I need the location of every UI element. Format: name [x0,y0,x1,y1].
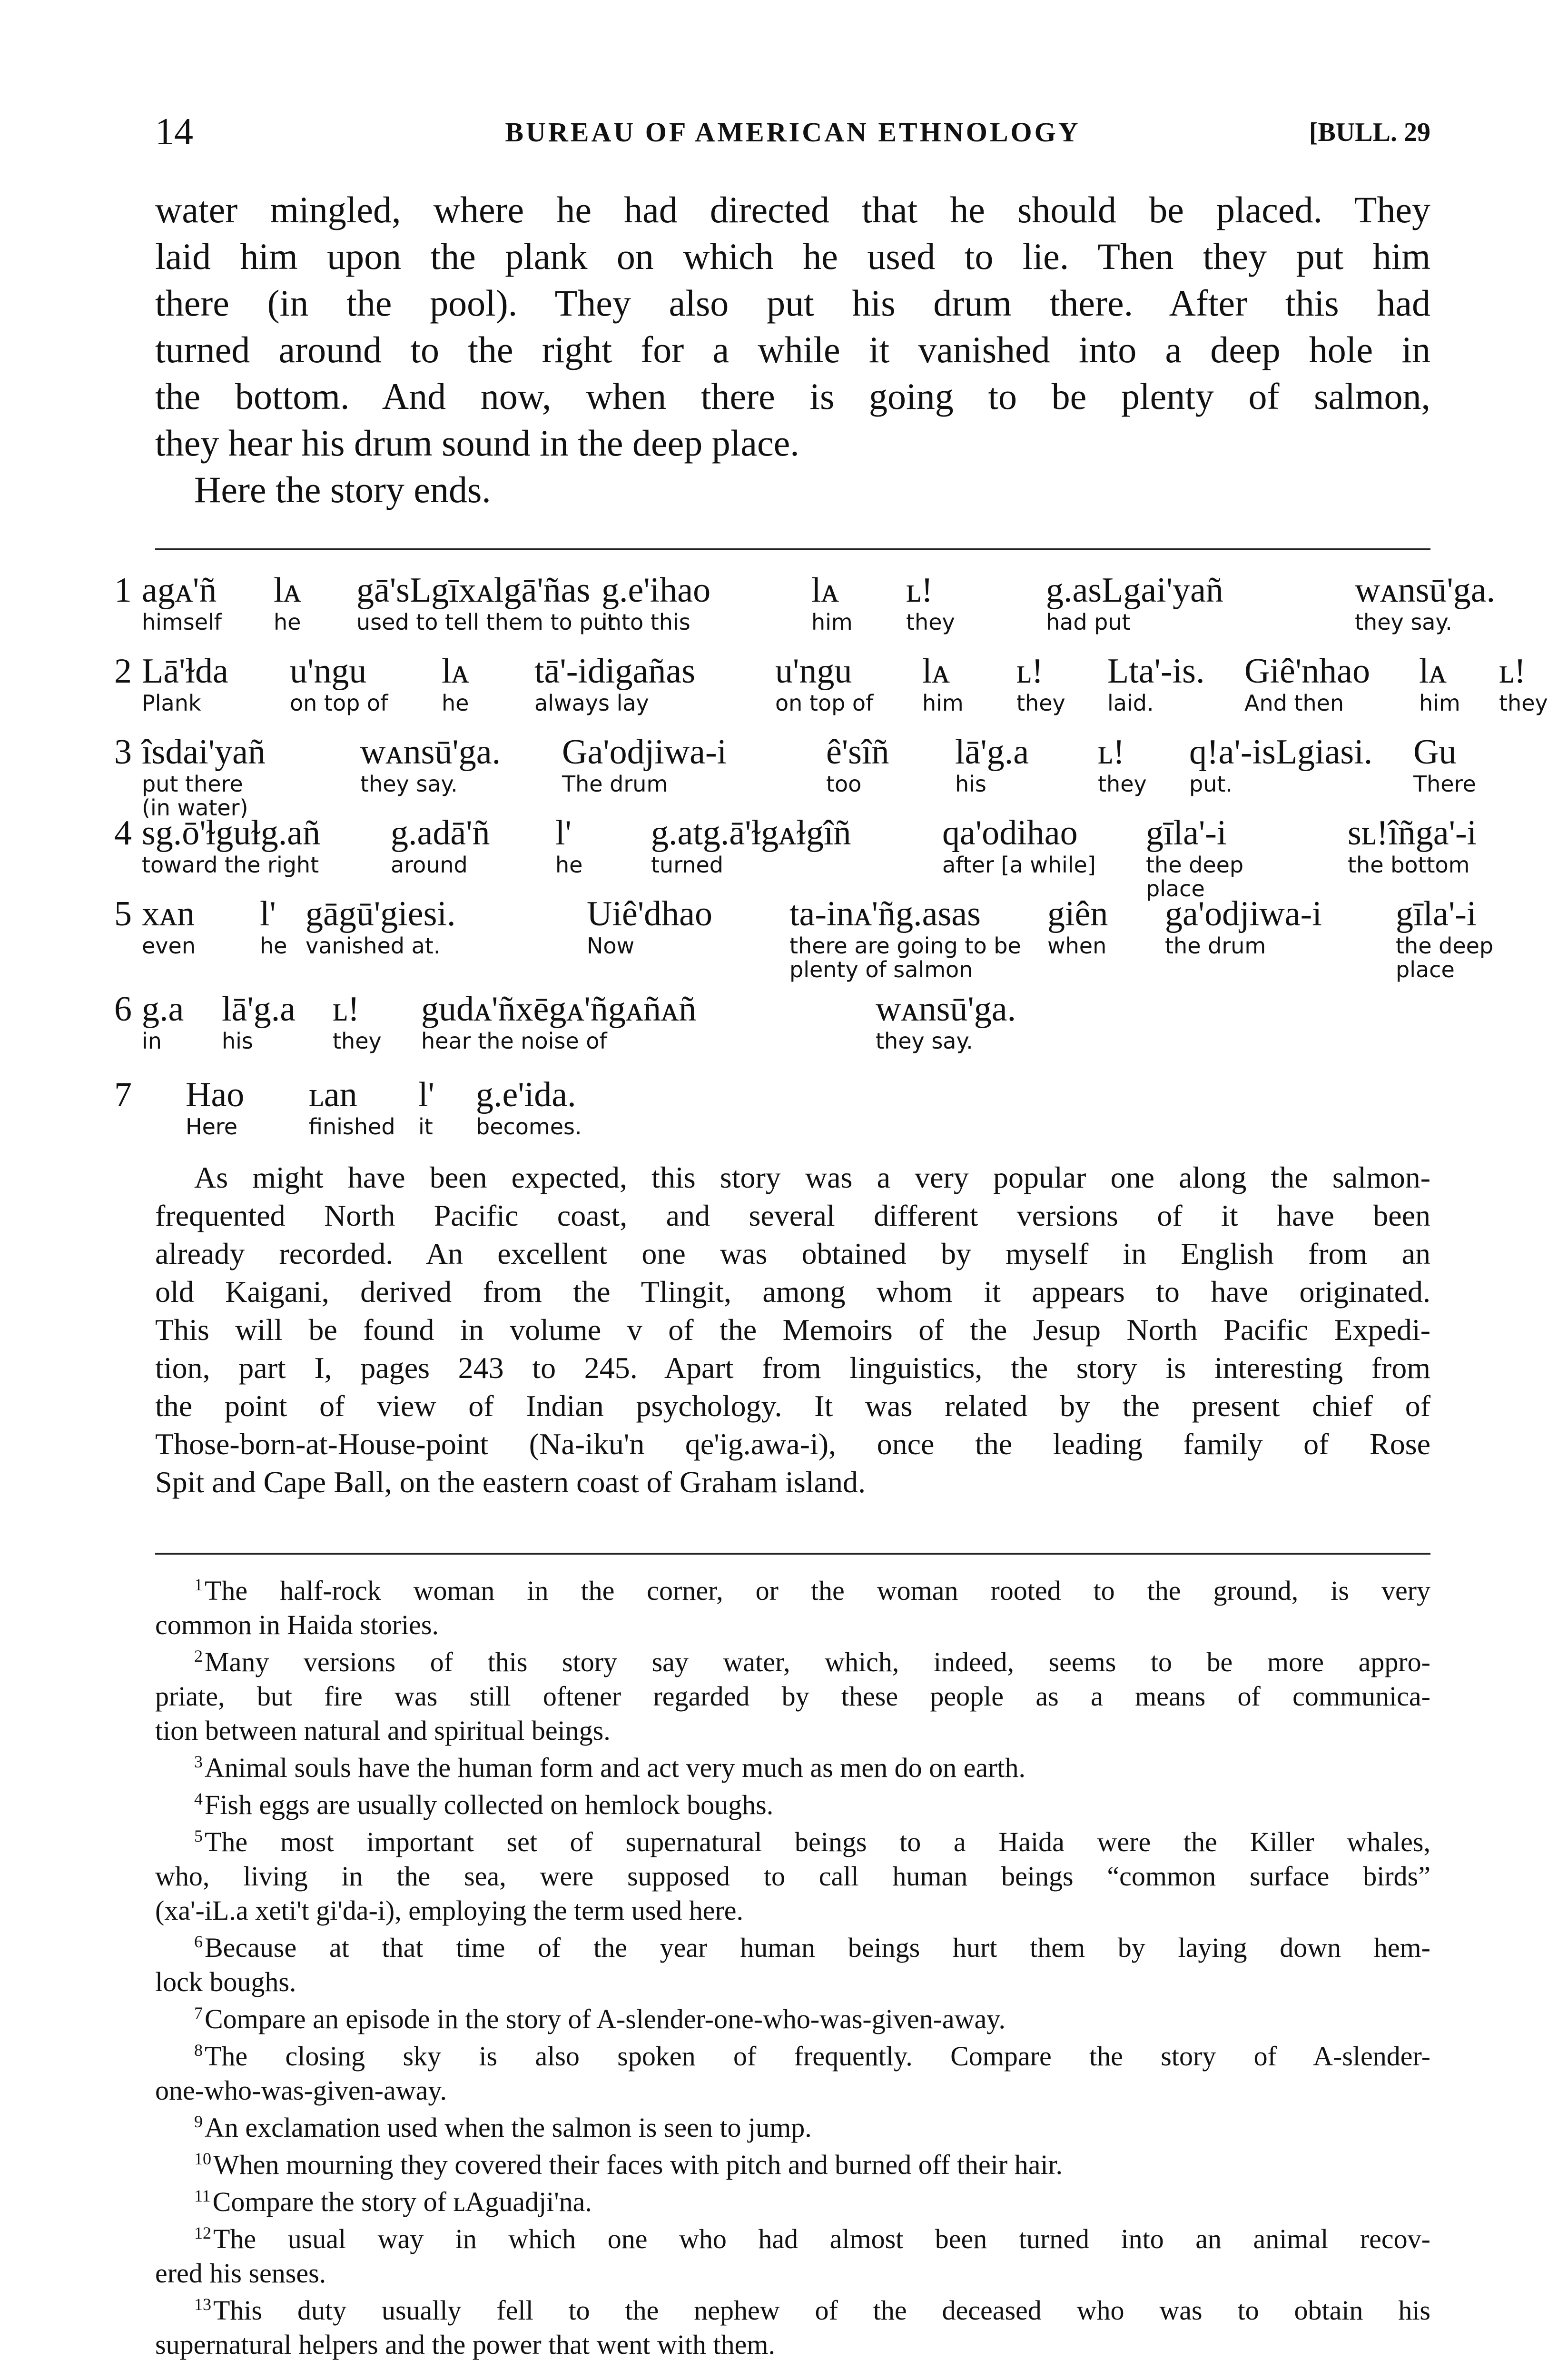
footnote-text: This duty usually fell to the nephew of the deceased who was to obtain his [213,2295,1430,2326]
footnote-text: The closing sky is also spoken of frequently. Compare the story of A-slender- [205,2041,1430,2072]
text-line: frequented North Pacific coast, and several different versions of it have been [155,1199,1430,1232]
story-ending-line: Here the story ends. [194,469,491,510]
haida-word: qa'odihao [942,813,1078,853]
haida-word: gā'sLgīxᴀlgā'ñas [356,571,591,610]
interlinear-token [142,894,196,958]
english-gloss: put there [142,771,243,797]
interlinear-token [142,813,320,877]
english-gloss: on top of [290,690,388,716]
footnote [155,1931,1430,1999]
haida-word: ê'sîñ [826,733,889,772]
interlinear-token [775,651,873,715]
english-gloss: used to tell them to put [356,609,616,635]
text-line: already recorded. An excellent one was obtained by myself in English from an [155,1237,1430,1270]
interlinear-token [562,732,727,796]
english-gloss: (in water) [142,795,248,821]
haida-word: wᴀnsū'ga. [876,990,1016,1029]
interlinear-token [356,570,616,634]
footnote [155,2222,1430,2291]
haida-word: wᴀnsū'ga. [1355,571,1496,610]
footnote-line [155,2328,1430,2362]
line-number: 1 [114,571,132,610]
english-gloss: him [922,690,964,716]
footnote-text: supernatural helpers and the power that went with them. [155,2329,775,2360]
haida-word: ʟ! [1016,652,1044,691]
english-gloss: they [1098,771,1147,797]
text-line: laid him upon the plank on which he used to lie. Then they put him [155,236,1430,277]
footnote [155,1788,1430,1822]
footnote-text: who, living in the sea, were supposed to call human beings “common surface birds” [155,1861,1430,1892]
footnote-line [155,2148,1430,2182]
footnote-text: Compare an episode in the story of A-slender-one-who-was-given-away. [205,2003,1006,2034]
interlinear-token [1098,732,1147,796]
haida-word: lā'g.a [222,990,296,1029]
interlinear-token [789,894,1021,982]
footnote-line [155,1965,1430,1999]
text-line: they hear his drum sound in the deep place. [155,422,799,464]
interlinear-token [186,1075,244,1139]
haida-word: g.atg.ā'ɫgᴀɫgîñ [651,813,851,853]
haida-word: ʟ! [1499,652,1526,691]
commentary-paragraph [155,1159,1430,1501]
footnote-mark: 6 [194,1932,203,1951]
interlinear-token [651,813,851,877]
interlinear-token [333,989,382,1053]
interlinear-token [534,651,695,715]
footnote-mark: 8 [194,2041,203,2060]
interlinear-token [601,570,710,634]
interlinear-token [476,1075,582,1139]
footnote-line [155,1714,1430,1748]
footnote-text: Many versions of this story say water, which, indeed, seems to be more appro- [205,1646,1430,1677]
footnote [155,1645,1430,1748]
english-gloss: turned [651,852,723,878]
haida-word: q!a'-isLgiasi. [1189,733,1373,772]
haida-word: u'ngu [775,652,852,691]
english-gloss: on top of [775,690,874,716]
section-divider [155,548,1430,550]
haida-word: l' [260,894,276,933]
haida-word: Lā'ɫda [142,652,228,691]
bulletin-number: [BULL. 29 [1309,118,1430,147]
english-gloss: they [1016,690,1065,716]
footnote-line [155,1751,1430,1785]
footnote-line [155,2222,1430,2256]
interlinear-token [942,813,1096,877]
haida-word: Hao [186,1075,245,1114]
interlinear-token [442,651,469,715]
haida-word: g.e'ida. [476,1075,576,1114]
haida-word: ʟ! [906,571,933,610]
text-line: tion, part I, pages 243 to 245. Apart from linguistics, the story is interesting from [155,1351,1430,1385]
footnote-line [155,2039,1430,2073]
english-gloss: his [955,771,986,797]
english-gloss: finished [309,1114,395,1140]
interlinear-token [309,1075,395,1139]
interlinear-token [222,989,296,1053]
interlinear-token [922,651,964,715]
footnote-line [155,2073,1430,2108]
interlinear-token [1413,732,1476,796]
text-line: Those-born-at-House-point (Na-iku'n qe'ig.awa-i), once the leading family of Rose [155,1427,1430,1461]
footnote-text: When mourning they covered their faces with pitch and burned off their hair. [213,2149,1063,2180]
footnote-line [155,2185,1430,2219]
footnote-mark: 4 [194,1789,203,1808]
footnote [155,1574,1430,1642]
interlinear-token [876,989,1016,1053]
footnote-line [155,2256,1430,2291]
interlinear-token [906,570,955,634]
english-gloss: hear the noise of [421,1028,607,1054]
footnote-mark: 10 [194,2149,211,2168]
footnote-text: lock boughs. [155,1966,296,1997]
english-gloss: the bottom [1348,852,1470,878]
english-gloss: they [906,609,955,635]
english-gloss: they say. [876,1028,973,1054]
footnote-line [155,1608,1430,1642]
footnote-line [155,1788,1430,1822]
interlinear-token [391,813,490,877]
haida-word: giên [1047,894,1108,933]
footnote-text: The most important set of supernatural beings to a Haida were the Killer whales, [205,1826,1430,1857]
footnote-line [155,1645,1430,1679]
interlinear-token [1107,651,1204,715]
interlinear-token [142,570,222,634]
interlinear-token [826,732,889,796]
english-gloss: had put [1046,609,1131,635]
interlinear-token [1499,651,1548,715]
english-gloss: after [a while] [942,852,1096,878]
footnote-mark: 13 [194,2295,211,2314]
page-number: 14 [155,111,193,153]
english-gloss: too [826,771,862,797]
haida-word: lᴀ [1419,652,1447,691]
text-line: there (in the pool). They also put his drum there. After this had [155,282,1430,324]
footnote-mark: 3 [194,1752,203,1771]
text-line: old Kaigani, derived from the Tlingit, among whom it appears to have originated. [155,1275,1430,1309]
interlinear-token [811,570,853,634]
haida-word: agᴀ'ñ [142,571,217,610]
interlinear-token [1016,651,1065,715]
footnote-line [155,1894,1430,1928]
haida-word: gāgū'giesi. [306,894,456,933]
haida-word: ʟ! [333,990,360,1029]
running-title: BUREAU OF AMERICAN ETHNOLOGY [505,117,1081,148]
running-header [155,110,1430,153]
footnote-mark: 9 [194,2112,203,2131]
footnote-text: ered his senses. [155,2258,326,2289]
haida-word: g.e'ihao [601,571,711,610]
haida-word: u'ngu [290,652,367,691]
english-gloss: him [1419,690,1460,716]
english-gloss: they say. [1355,609,1452,635]
footnote-text: (xa'-iL.a xeti't gi'da-i), employing the term used here. [155,1895,744,1926]
haida-word: xᴀn [142,894,195,933]
interlinear-text [114,570,1548,1156]
interlinear-token [360,732,501,796]
footnote-mark: 5 [194,1826,203,1845]
footnote [155,2111,1430,2145]
footnote-text: Because at that time of the year human beings hurt them by laying down hem- [205,1932,1430,1963]
haida-word: tā'-idigañas [534,652,695,691]
haida-word: lᴀ [442,652,469,691]
haida-word: sg.ō'ɫguɫg.añ [142,813,321,853]
english-gloss: Plank [142,690,201,716]
footnote-mark: 11 [194,2186,211,2205]
english-gloss: Now [587,933,635,959]
text-line: turned around to the right for a while it vanished into a deep hole in [155,329,1430,370]
footnote [155,2039,1430,2108]
english-gloss: he [442,690,469,716]
haida-word: gīla'-i [1396,894,1477,933]
footnote [155,1751,1430,1785]
english-gloss: laid. [1107,690,1154,716]
interlinear-token [1189,732,1372,796]
footnote-text: one-who-was-given-away. [155,2075,447,2106]
interlinear-token [306,894,455,958]
english-gloss: Here [186,1114,238,1140]
haida-word: gudᴀ'ñxēgᴀ'ñgᴀñᴀñ [421,990,697,1029]
english-gloss: There [1413,771,1476,797]
english-gloss: even [142,933,196,959]
interlinear-token [955,732,1029,796]
interlinear-token [1419,651,1460,715]
footnote [155,2002,1430,2036]
english-gloss: he [274,609,301,635]
text-line: the point of view of Indian psychology. It was related by the present chief of [155,1389,1430,1423]
footnote-line [155,2111,1430,2145]
english-gloss: they say. [360,771,458,797]
footnote-text: An exclamation used when the salmon is seen to jump. [205,2112,812,2143]
footnote [155,2148,1430,2182]
line-number: 4 [114,813,132,853]
interlinear-token [1355,570,1495,634]
line-number: 2 [114,652,132,691]
english-gloss: the deep [1396,933,1494,959]
footnote-text: Animal souls have the human form and act very much as men do on earth. [205,1752,1026,1783]
footnote [155,1825,1430,1928]
footnote-mark: 12 [194,2223,211,2242]
haida-word: Giê'nhao [1244,652,1371,691]
haida-word: Gu [1413,733,1457,772]
haida-word: lᴀ [274,571,301,610]
haida-word: wᴀnsū'ga. [360,733,501,772]
interlinear-token [1396,894,1493,982]
interlinear-token [587,894,712,958]
interlinear-token [1244,651,1370,715]
english-gloss: The drum [562,771,668,797]
footnote-line [155,1574,1430,1608]
footnote-mark: 1 [194,1575,203,1594]
haida-word: l' [418,1075,434,1114]
interlinear-token [142,732,266,820]
line-number: 5 [114,894,132,933]
haida-word: lᴀ [811,571,839,610]
haida-word: Lta'-is. [1107,652,1205,691]
haida-word: lᴀ [922,652,950,691]
english-gloss: place [1146,876,1205,902]
haida-word: ʟ! [1098,733,1125,772]
haida-word: g.asLgai'yañ [1046,571,1223,610]
line-number: 7 [114,1075,132,1114]
footnote [155,2185,1430,2219]
english-gloss: they [333,1028,382,1054]
interlinear-token [1348,813,1477,877]
haida-word: ta-inᴀ'ñg.asas [789,894,981,933]
footnote-text: Fish eggs are usually collected on hemlock boughs. [205,1789,774,1820]
footnote-mark: 7 [194,2003,203,2023]
english-gloss: when [1047,933,1107,959]
interlinear-token [290,651,388,715]
interlinear-token [421,989,696,1053]
english-gloss: he [260,933,287,959]
interlinear-token [1046,570,1223,634]
interlinear-token [142,651,228,715]
footnote-line [155,1825,1430,1859]
footnote-text: tion between natural and spiritual beings. [155,1715,611,1746]
english-gloss: it [418,1114,433,1140]
interlinear-token [418,1075,434,1139]
english-gloss: in [142,1028,162,1054]
haida-word: g.a [142,990,184,1029]
footnotes [155,1574,1430,2365]
footnote-text: priate, but fire was still oftener regarded by these people as a means of communica- [155,1681,1430,1712]
text-line: water mingled, where he had directed that he should be placed. They [155,189,1430,230]
english-gloss: put. [1189,771,1233,797]
footnote [155,2293,1430,2362]
footnote-mark: 2 [194,1646,203,1666]
english-gloss: his [222,1028,253,1054]
english-gloss: into this [601,609,690,635]
line-number: 6 [114,990,132,1029]
haida-word: l' [555,813,572,853]
footnote-line [155,2293,1430,2328]
haida-word: Uiê'dhao [587,894,713,933]
story-paragraph [155,187,1430,513]
english-gloss: he [555,852,583,878]
interlinear-token [1165,894,1322,958]
english-gloss: place [1396,957,1455,982]
footnote-line [155,2002,1430,2036]
footnote-text: The usual way in which one who had almost been turned into an animal recov- [213,2223,1430,2254]
english-gloss: always lay [534,690,649,716]
haida-word: Ga'odjiwa-i [562,733,727,772]
english-gloss: around [391,852,468,878]
interlinear-token [555,813,582,877]
footnote-text: common in Haida stories. [155,1609,439,1640]
english-gloss: they [1499,690,1548,716]
english-gloss: toward the right [142,852,319,878]
text-line: This will be found in volume v of the Memoirs of the Jesup North Pacific Expedi- [155,1313,1430,1347]
text-line: Spit and Cape Ball, on the eastern coast of Graham island. [155,1465,866,1499]
line-number: 3 [114,733,132,772]
haida-word: sʟ!îñga'-i [1348,813,1477,853]
english-gloss: the deep [1146,852,1244,878]
english-gloss: vanished at. [306,933,441,959]
footnote-line [155,1859,1430,1894]
text-line: As might have been expected, this story was a very popular one along the salmon- [194,1160,1430,1194]
interlinear-token [1146,813,1243,901]
footnote-text: The half-rock woman in the corner, or the woman rooted to the ground, is very [205,1575,1430,1606]
interlinear-token [260,894,287,958]
english-gloss: him [811,609,853,635]
footnote-line [155,1679,1430,1714]
text-line: the bottom. And now, when there is going to be plenty of salmon, [155,376,1430,417]
haida-word: gīla'-i [1146,813,1227,853]
interlinear-token [1047,894,1108,958]
haida-word: ʟan [309,1075,357,1114]
interlinear-token [274,570,301,634]
footnote-line [155,1931,1430,1965]
footnote-divider [155,1553,1430,1555]
english-gloss: there are going to be [789,933,1021,959]
haida-word: ga'odjiwa-i [1165,894,1322,933]
english-gloss: himself [142,609,222,635]
english-gloss: And then [1244,690,1344,716]
english-gloss: the drum [1165,933,1266,959]
english-gloss: plenty of salmon [789,957,973,982]
haida-word: lā'g.a [955,733,1029,772]
haida-word: îsdai'yañ [142,733,266,772]
english-gloss: becomes. [476,1114,582,1140]
footnote-text: Compare the story of ʟAguadji'na. [212,2186,592,2217]
haida-word: g.adā'ñ [391,813,490,853]
interlinear-token [142,989,184,1053]
